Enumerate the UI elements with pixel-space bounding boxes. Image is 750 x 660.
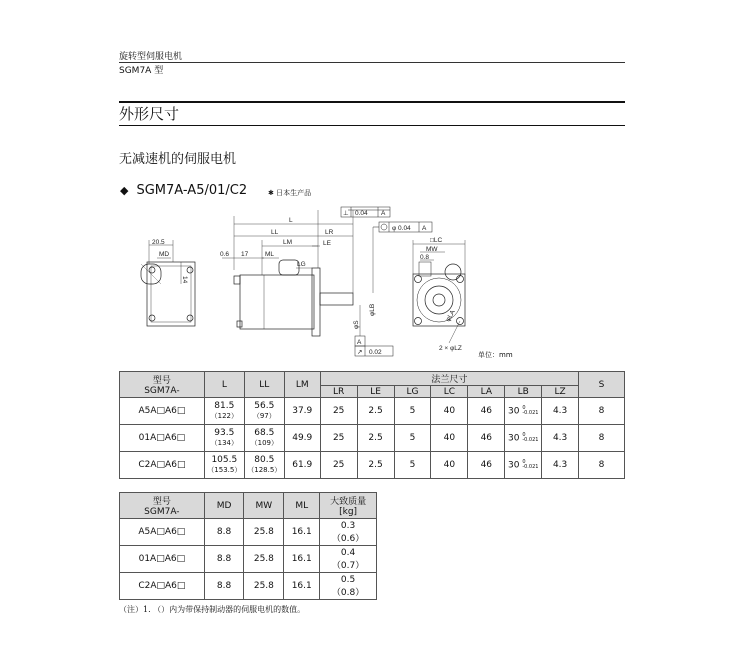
diamond-bullet-icon: ◆ [120,184,129,197]
datum-a: A [357,339,362,346]
cell-md: 8.8 [204,519,244,546]
cell-ll [244,425,284,452]
cell-lb-tolerance [522,460,538,470]
cell-md: 8.8 [204,546,244,573]
cell-model: A5A□A6□ [120,398,205,425]
cell-lb [505,425,542,452]
col-header-ml: ML [284,493,320,519]
cell-mass-value: 0.5 [340,574,356,585]
cell-lz: 4.3 [542,452,579,479]
model-heading [120,183,247,198]
section-rule-bottom [119,125,625,126]
tol-runout: 0.02 [369,349,382,356]
cell-model: C2A□A6□ [120,573,205,600]
tol-lower: -0.021 [522,436,539,443]
cell-lm: 61.9 [284,452,320,479]
cell-s: 8 [579,452,625,479]
cell-l-brake: （153.5） [207,466,242,474]
cell-lz: 4.3 [542,398,579,425]
cell-lb-tolerance [522,433,538,443]
cell-mass-brake: （0.7） [331,560,365,571]
left-side-view [141,239,195,326]
cell-s: 8 [579,425,625,452]
cell-mass-value: 0.3 [340,520,356,531]
cell-model: 01A□A6□ [120,546,205,573]
cell-mass-brake: （0.6） [331,533,365,544]
col-header-md: MD [204,493,244,519]
tol-conc: φ 0.04 [392,225,411,232]
cell-lb-value: 30 [507,460,520,471]
dim-0-6: 0.6 [220,251,230,258]
section-title: 外形尺寸 [119,105,180,123]
col-header-lb: LB [505,386,542,398]
cell-ll-brake: （128.5） [247,466,282,474]
cell-ll-brake: （97） [252,412,276,420]
col-header-ll: LL [244,372,284,398]
col-header-mass [320,493,377,519]
cell-lr: 25 [320,398,357,425]
tol-upper: 0 [522,431,526,438]
cell-lg: 5 [394,452,431,479]
cell-lc: 40 [431,398,468,425]
cell-ll [244,398,284,425]
tol-upper: 0 [522,458,526,465]
cell-s: 8 [579,398,625,425]
tol-perp: 0.04 [355,210,368,217]
cell-ml: 16.1 [284,573,320,600]
tol-conc-ref: A [422,225,427,232]
header-mass-unit: [kg] [339,507,358,517]
header-model-label: 型号 [152,376,171,386]
header-category: 旋转型伺服电机 [119,52,183,62]
cell-la: 46 [468,398,505,425]
cell-lb-value: 30 [507,433,520,444]
col-header-mw: MW [244,493,284,519]
col-header-lc: LC [431,386,468,398]
cell-mass [320,519,377,546]
dim-lm: LM [283,239,293,246]
header-series: SGM7A 型 [119,66,164,76]
made-in-japan-note: ✱ 日本生产品 [268,189,312,197]
unit-note: 单位：mm [478,351,513,359]
mass-table [119,492,377,600]
cell-mass [320,546,377,573]
dim-0-8: 0.8 [420,254,430,261]
cell-lb-tolerance [522,406,538,416]
cell-mw: 25.8 [244,519,284,546]
dim-ll: LL [271,229,279,236]
cell-lr: 25 [320,425,357,452]
cell-le: 2.5 [357,452,394,479]
col-header-lz: LZ [542,386,579,398]
col-header-model [120,372,205,398]
tol-lower: -0.021 [522,463,539,470]
header-mass-label: 大致质量 [330,497,367,507]
cell-model: C2A□A6□ [120,452,205,479]
dim-lb: φLB [369,303,376,316]
front-view [413,237,465,352]
table-row [120,398,625,425]
cell-lc: 40 [431,452,468,479]
cell-l [204,452,244,479]
table-row [120,519,377,546]
cell-mass [320,573,377,600]
cell-l-brake: （122） [210,412,239,420]
col-header-lm: LM [284,372,320,398]
table-row [120,425,625,452]
cell-ml: 16.1 [284,519,320,546]
dim-l: L [289,217,293,224]
footnote: （注）1. （）内为带保持制动器的伺服电机的数值。 [119,605,306,614]
tol-perp-ref: A [381,210,386,217]
col-header-model [120,493,205,519]
col-header-la: LA [468,386,505,398]
col-header-l: L [204,372,244,398]
cell-ll-value: 68.5 [254,428,275,438]
cell-lr: 25 [320,452,357,479]
cell-lz: 4.3 [542,425,579,452]
cell-ll [244,452,284,479]
table-row [120,546,377,573]
cell-lg: 5 [394,425,431,452]
cell-md: 8.8 [204,573,244,600]
cell-le: 2.5 [357,398,394,425]
dim-lc: □LC [430,237,443,244]
cell-lb-value: 30 [507,406,520,417]
cell-mass-value: 0.4 [340,547,356,558]
cell-l-value: 93.5 [214,428,235,438]
cell-l-value: 105.5 [211,455,238,465]
main-side-view [220,207,432,356]
dim-mw: MW [426,246,438,253]
cell-la: 46 [468,452,505,479]
cell-model: A5A□A6□ [120,519,205,546]
model-name: SGM7A-A5/01/C2 [136,183,248,198]
concentricity-icon [381,224,387,230]
cell-mass-brake: （0.8） [331,587,365,598]
runout-symbol-icon: ↗ [357,349,363,356]
dim-20-5: 20.5 [152,239,165,246]
cell-mw: 25.8 [244,546,284,573]
cell-l-brake: （134） [210,439,239,447]
col-header-lr: LR [320,386,357,398]
cell-ll-value: 56.5 [254,401,275,411]
dim-s: φS [353,320,360,329]
col-header-flange: 法兰尺寸 [320,372,578,386]
dimensions-table [119,371,625,479]
col-header-le: LE [357,386,394,398]
table-row [120,452,625,479]
cell-ml: 16.1 [284,546,320,573]
header-model-prefix: SGM7A- [144,386,180,396]
perp-symbol-icon: ⊥ [343,210,349,217]
dim-le: LE [323,240,331,247]
cell-la: 46 [468,425,505,452]
cell-lm: 49.9 [284,425,320,452]
tol-lower: -0.021 [522,409,539,416]
col-header-s: S [579,372,625,398]
subsection-title: 无减速机的伺服电机 [119,152,237,167]
cell-l [204,398,244,425]
cell-ll-value: 80.5 [254,455,275,465]
cell-mw: 25.8 [244,573,284,600]
header-model-label: 型号 [152,497,171,507]
dim-17: 17 [241,251,249,258]
cell-l [204,425,244,452]
dim-14: 14 [181,276,188,284]
dim-md: MD [159,251,170,258]
table-row [120,573,377,600]
section-rule-top [119,101,625,103]
dim-lg: LG [297,261,306,268]
cell-ll-brake: （109） [250,439,278,447]
cell-le: 2.5 [357,425,394,452]
cell-lb [505,452,542,479]
dim-lr: LR [325,229,334,236]
header-model-prefix: SGM7A- [144,507,180,517]
cell-lc: 40 [431,425,468,452]
cell-model: 01A□A6□ [120,425,205,452]
dim-ml: ML [265,251,275,258]
tol-upper: 0 [522,404,526,411]
cell-lg: 5 [394,398,431,425]
dim-lz: 2 × φLZ [439,345,462,352]
cell-lb [505,398,542,425]
cell-lm: 37.9 [284,398,320,425]
cell-l-value: 81.5 [214,401,235,411]
dim-la: φLA [444,308,457,323]
header-rule [119,62,625,63]
dimension-drawing [119,200,479,360]
col-header-lg: LG [394,386,431,398]
